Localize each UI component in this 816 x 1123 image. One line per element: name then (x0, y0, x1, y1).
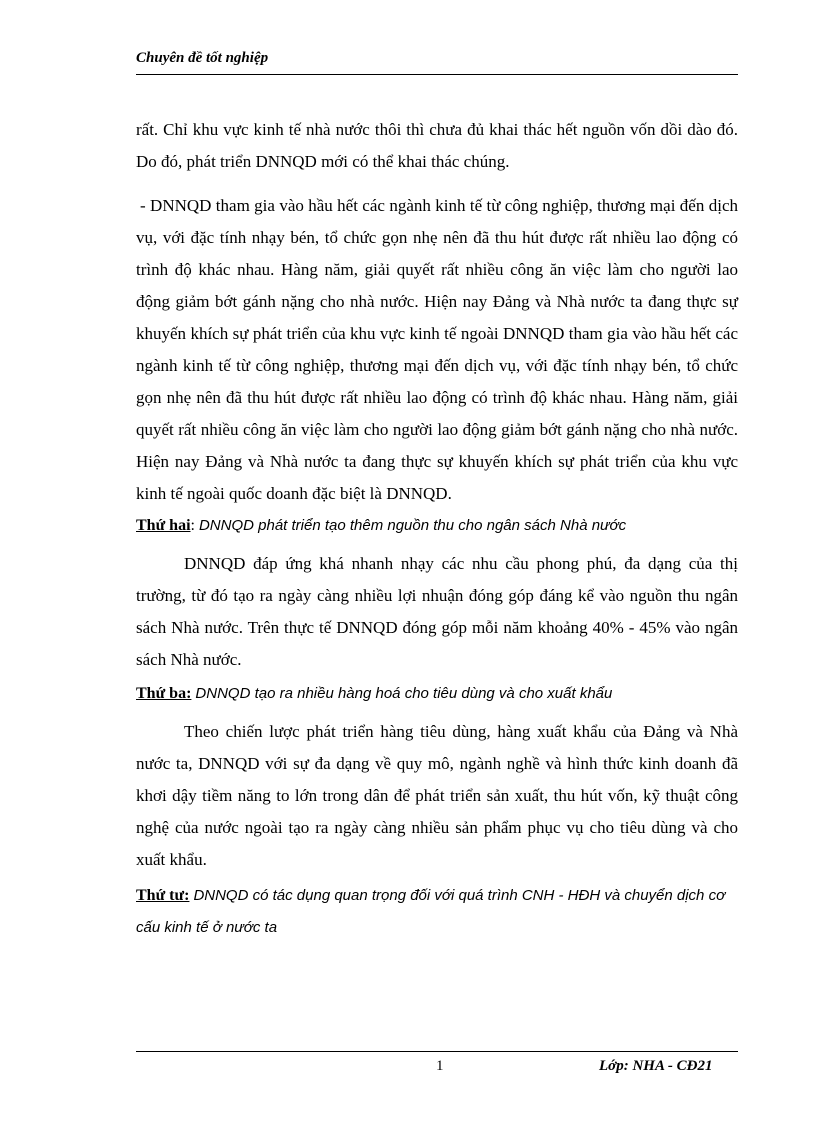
heading-label: Thứ tư: (136, 887, 190, 904)
heading-text: DNNQD tạo ra nhiều hàng hoá cho tiêu dùng và cho xuất khẩu (195, 685, 613, 702)
heading-separator: : (190, 517, 199, 534)
section-heading-fourth (136, 880, 738, 944)
page-header (136, 50, 738, 75)
class-label: Lớp: NHA - CĐ21 (599, 1058, 713, 1074)
paragraph-continuation: rất. Chỉ khu vực kinh tế nhà nước thôi thì chưa đủ khai thác hết nguồn vốn dồi dào đó. Do đó, phát triển DNNQD mới có thể khai thác chúng. (136, 120, 738, 171)
heading-text: DNNQD có tác dụng quan trọng đối với quá trình CNH - HĐH và chuyển dịch cơ cấu kinh tế ở nước ta (136, 887, 726, 936)
page-number: 1 (436, 1058, 444, 1074)
section-heading-second (136, 514, 738, 538)
paragraph-budget: DNNQD đáp ứng khá nhanh nhạy các nhu cầu phong phú, đa dạng của thị trường, từ đó tạo ra ngày càng nhiều lợi nhuận đóng góp đáng kể vào nguồn thu ngân sách Nhà nước. Trên thực tế DNNQD đóng góp mỗi năm khoảng 40% - 45% vào ngân sách Nhà nước. (136, 554, 738, 669)
document-title: Chuyên đề tốt nghiệp (136, 50, 269, 66)
document-body (136, 114, 738, 954)
heading-label: Thứ ba: (136, 685, 192, 702)
heading-text: DNNQD phát triển tạo thêm nguồn thu cho ngân sách Nhà nước (198, 517, 627, 534)
heading-label: Thứ hai (136, 517, 191, 534)
paragraph-bullet-dnnqd: - DNNQD tham gia vào hầu hết các ngành kinh tế từ công nghiệp, thương mại đến dịch vụ, với đặc tính nhạy bén, tổ chức gọn nhẹ nên đã thu hút được rất nhiều lao động có trình độ khác nhau. Hàng năm, giải quyết rất nhiều công ăn việc làm cho người lao động giảm bớt gánh nặng cho nhà nước. Hiện nay Đảng và Nhà nước ta đang thực sự khuyến khích sự phát triển của khu vực kinh tế ngoài DNNQD tham gia vào hầu hết các ngành kinh tế từ công nghiệp, thương mại đến dịch vụ, với đặc tính nhạy bén, tổ chức gọn nhẹ nên đã thu hút được rất nhiều lao động có trình độ khác nhau. Hàng năm, giải quyết rất nhiều công ăn việc làm cho người lao động giảm bớt gánh nặng cho nhà nước. Hiện nay Đảng và Nhà nước ta đang thực sự khuyến khích sự phát triển của khu vực kinh tế ngoài quốc doanh đặc biệt là DNNQD. (136, 196, 738, 503)
paragraph-goods: Theo chiến lược phát triển hàng tiêu dùng, hàng xuất khẩu của Đảng và Nhà nước ta, DNNQD với sự đa dạng về quy mô, ngành nghề và hình thức kinh doanh đã khơi dậy tiềm năng to lớn trong dân để phát triển sản xuất, thu hút vốn, kỹ thuật công nghệ của nước ngoài tạo ra ngày càng nhiều sản phẩm phục vụ cho tiêu dùng và cho xuất khẩu. (136, 722, 738, 869)
section-heading-third (136, 682, 738, 706)
footer-divider (136, 1051, 738, 1052)
